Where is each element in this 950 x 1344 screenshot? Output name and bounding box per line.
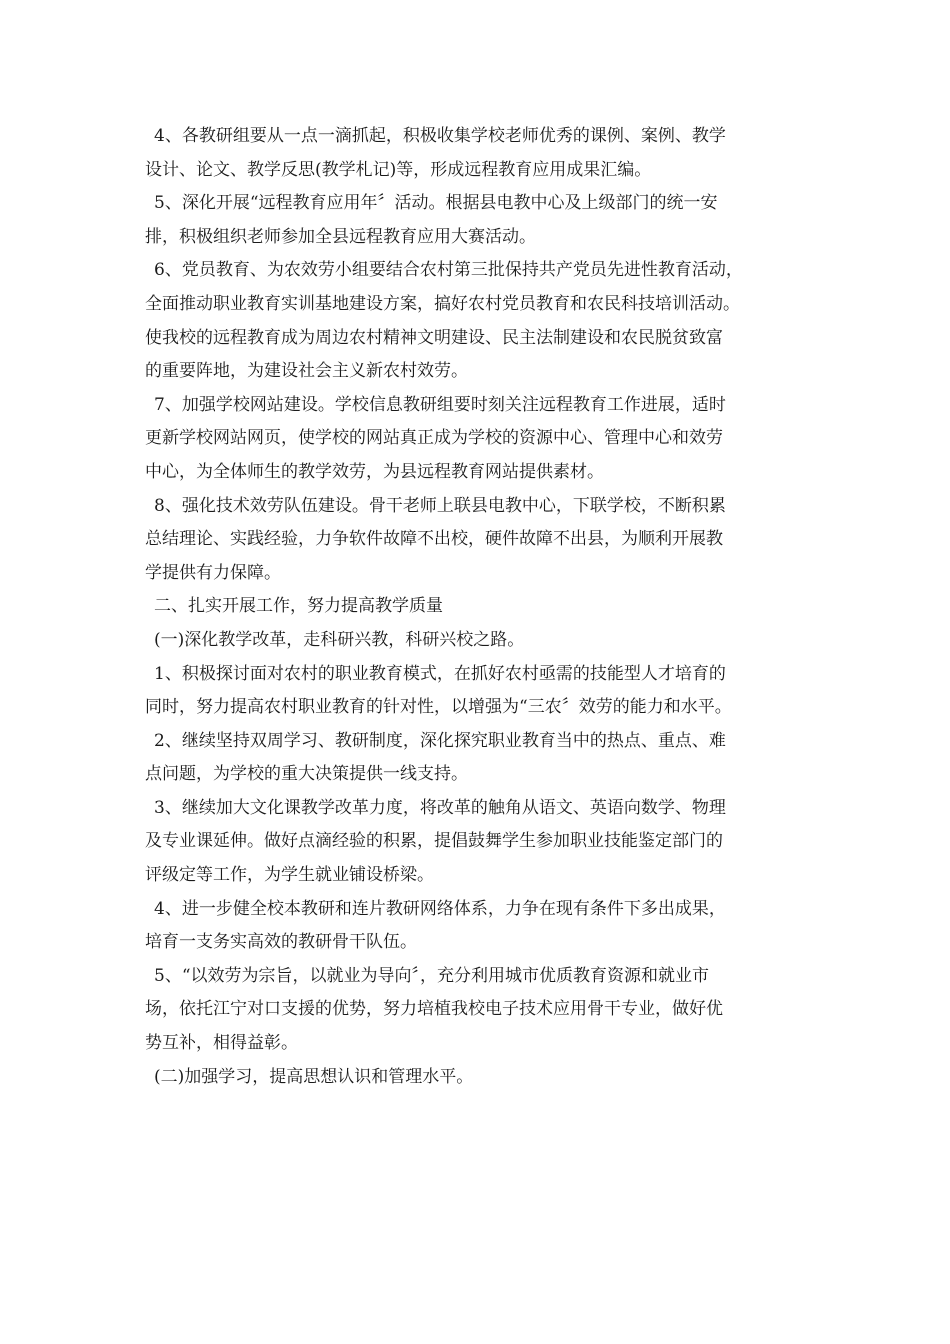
- text-line: 全面推动职业教育实训基地建设方案，搞好农村党员教育和农民科技培训活动。: [145, 293, 740, 314]
- paragraph-sub-item-3: [145, 792, 810, 893]
- text-line: (一)深化教学改革，走科研兴教，科研兴校之路。: [154, 629, 525, 650]
- text-line: 更新学校网站网页，使学校的网站真正成为学校的资源中心、管理中心和效劳: [145, 428, 723, 449]
- text-line: (二)加强学习，提高思想认识和管理水平。: [154, 1066, 474, 1087]
- paragraph-item-8-tech-team: [145, 490, 810, 591]
- paragraph-sub-item-5: [145, 960, 810, 1061]
- text-line: 及专业课延伸。做好点滴经验的积累，提倡鼓舞学生参加职业技能鉴定部门的: [145, 831, 723, 852]
- subsection-heading-1: [145, 624, 810, 658]
- text-line: 的重要阵地，为建设社会主义新农村效劳。: [145, 361, 468, 382]
- text-line: 4、各教研组要从一点一滴抓起，积极收集学校老师优秀的课例、案例、教学: [154, 126, 726, 146]
- paragraph-item-6-party-education: [145, 254, 810, 388]
- text-line: 总结理论、实践经验，力争软件故障不出校，硬件故障不出县，为顺利开展教: [145, 529, 723, 550]
- text-line: 6、党员教育、为农效劳小组要结合农村第三批保持共产党员先进性教育活动，: [154, 260, 743, 281]
- text-line: 场，依托江宁对口支援的优势，努力培植我校电子技术应用骨干专业，做好优: [145, 999, 723, 1020]
- text-line: 3、继续加大文化课教学改革力度，将改革的触角从语文、英语向数学、物理: [154, 797, 726, 818]
- text-line: 中心，为全体师生的教学效劳，为县远程教育网站提供素材。: [145, 461, 604, 482]
- paragraph-sub-item-4: [145, 893, 810, 960]
- paragraph-item-7-website: [145, 389, 810, 490]
- text-line: 同时，努力提高农村职业教育的针对性，以增强为“三农〞效劳的能力和水平。: [145, 697, 732, 718]
- text-line: 二、扎实开展工作，努力提高教学质量: [154, 596, 443, 617]
- text-line: 5、“以效劳为宗旨，以就业为导向〞，充分利用城市优质教育资源和就业市: [154, 965, 710, 986]
- text-line: 1、积极探讨面对农村的职业教育模式，在抓好农村亟需的技能型人才培育的: [154, 663, 726, 684]
- section-heading-2: [145, 590, 810, 624]
- text-line: 学提供有力保障。: [145, 562, 281, 583]
- text-line: 评级定等工作，为学生就业铺设桥梁。: [145, 865, 434, 886]
- text-line: 点问题，为学校的重大决策提供一线支持。: [145, 764, 468, 785]
- text-line: 排，积极组织老师参加全县远程教育应用大赛活动。: [145, 226, 536, 247]
- text-line: 7、加强学校网站建设。学校信息教研组要时刻关注远程教育工作进展，适时: [154, 394, 726, 415]
- paragraph-item-5-application-year: [145, 187, 810, 254]
- document-body: [145, 120, 810, 1094]
- text-line: 培育一支务实高效的教研骨干队伍。: [145, 932, 417, 953]
- text-line: 设计、论文、教学反思(教学札记)等，形成远程教育应用成果汇编。: [145, 159, 652, 180]
- text-line: 5、深化开展“远程教育应用年〞活动。根据县电教中心及上级部门的统一安: [154, 193, 718, 214]
- text-line: 势互补，相得益彰。: [145, 1033, 298, 1054]
- text-line: 8、强化技术效劳队伍建设。骨干老师上联县电教中心，下联学校，不断积累: [154, 495, 726, 516]
- paragraph-item-4-collection: [145, 120, 810, 187]
- text-line: 4、进一步健全校本教研和连片教研网络体系，力争在现有条件下多出成果，: [154, 898, 726, 919]
- subsection-heading-2: [145, 1061, 810, 1095]
- text-line: 使我校的远程教育成为周边农村精神文明建设、民主法制建设和农民脱贫致富: [145, 327, 723, 348]
- paragraph-sub-item-1: [145, 658, 810, 725]
- text-line: 2、继续坚持双周学习、教研制度，深化探究职业教育当中的热点、重点、难: [154, 730, 726, 751]
- paragraph-sub-item-2: [145, 725, 810, 792]
